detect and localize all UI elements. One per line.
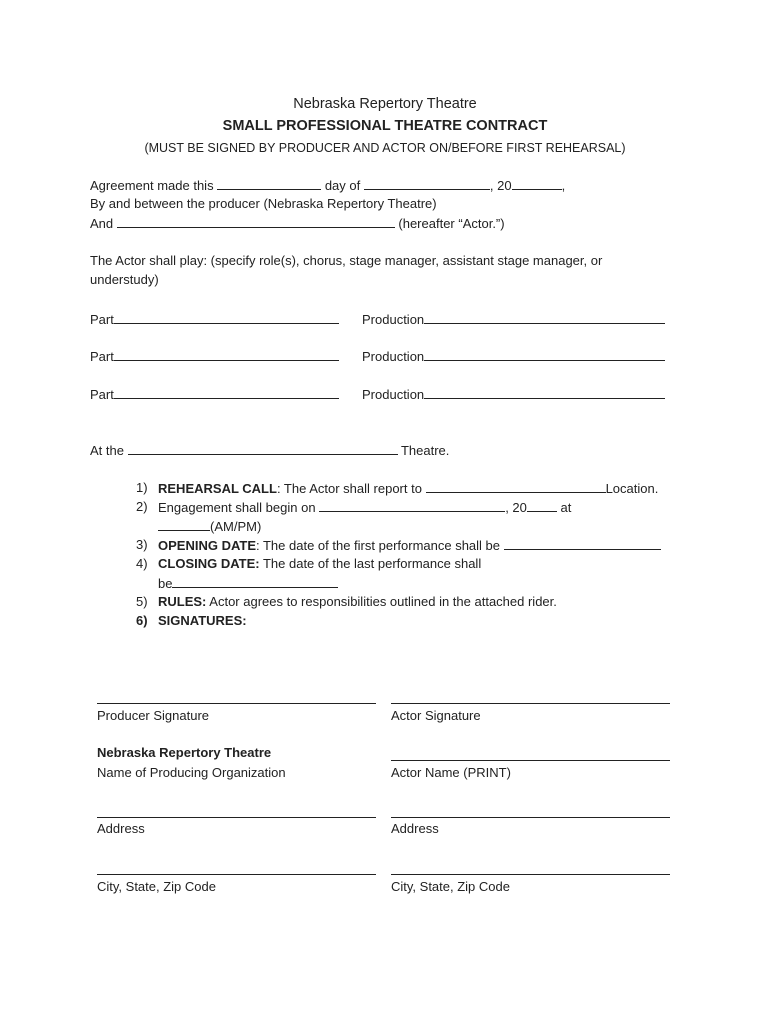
theatre-name-field[interactable] [128, 442, 398, 455]
production-field-1[interactable] [424, 311, 665, 324]
term-rehearsal [158, 480, 658, 497]
actor-name-label: Actor Name (PRINT) [391, 765, 511, 780]
list-number-6: 6) [136, 613, 148, 628]
and-label: And [90, 216, 114, 231]
actor-city-line[interactable] [391, 874, 670, 875]
part-label: Part [90, 387, 114, 402]
list-number-1: 1) [136, 480, 148, 495]
by-between-line: By and between the producer (Nebraska Repertory Theatre) [90, 196, 437, 211]
term-engagement [158, 499, 571, 516]
agreement-year-field[interactable] [512, 177, 562, 190]
agreement-line [90, 177, 565, 194]
rehearsal-heading: REHEARSAL CALL [158, 481, 277, 496]
engagement-year-field[interactable] [527, 499, 557, 512]
agreement-day-field[interactable] [217, 177, 321, 190]
rules-text: Actor agrees to responsibilities outlined in the attached rider. [206, 594, 557, 609]
actor-signature-label: Actor Signature [391, 708, 481, 723]
contract-title: SMALL PROFESSIONAL THEATRE CONTRACT [222, 118, 548, 134]
part-row-2 [90, 348, 339, 365]
actor-address-line[interactable] [391, 817, 670, 818]
signing-note: (MUST BE SIGNED BY PRODUCER AND ACTOR ON/BEFORE FIRST REHEARSAL) [144, 141, 626, 155]
producer-address-label: Address [97, 821, 145, 836]
list-number-5: 5) [136, 594, 148, 609]
term-opening [158, 537, 661, 554]
closing-be-label: be [158, 576, 173, 591]
production-field-2[interactable] [424, 348, 665, 361]
engagement-date-field[interactable] [319, 499, 505, 512]
year-prefix: 20 [497, 178, 512, 193]
engagement-time-field[interactable] [158, 518, 210, 531]
theatre-label: Theatre. [400, 443, 450, 458]
actor-city-label: City, State, Zip Code [391, 879, 510, 894]
term-engagement-time [158, 518, 261, 535]
rules-heading: RULES: [158, 594, 207, 609]
roles-intro-2: understudy) [90, 272, 159, 287]
production-label: Production [362, 387, 425, 402]
term-rules [158, 594, 557, 610]
rehearsal-text: : The Actor shall report to [276, 481, 422, 496]
at-the-label: At the [90, 443, 124, 458]
closing-date-field[interactable] [172, 575, 338, 588]
list-number-3: 3) [136, 537, 148, 552]
actor-signature-line[interactable] [391, 703, 670, 704]
part-field-2[interactable] [114, 348, 339, 361]
day-of-label: day of [324, 178, 361, 193]
comma-label-2: , [561, 178, 566, 193]
term-closing-field-line [158, 575, 338, 592]
producing-org-value: Nebraska Repertory Theatre [97, 745, 272, 760]
producer-city-label: City, State, Zip Code [97, 879, 216, 894]
part-row-3 [90, 386, 339, 403]
roles-intro-1: The Actor shall play: (specify role(s), chorus, stage manager, assistant stage manager, or [90, 253, 603, 268]
producer-city-line[interactable] [97, 874, 376, 875]
part-field-3[interactable] [114, 386, 339, 399]
actor-name-field[interactable] [117, 215, 395, 228]
producer-address-line[interactable] [97, 817, 376, 818]
opening-heading: OPENING DATE [158, 538, 256, 553]
actor-name-line[interactable] [391, 760, 670, 761]
production-row-2 [362, 348, 665, 365]
production-label: Production [362, 349, 425, 364]
producing-org-label: Name of Producing Organization [97, 765, 286, 780]
opening-text: : The date of the first performance shall be [256, 538, 501, 553]
hereafter-label: (hereafter “Actor.”) [398, 216, 505, 231]
closing-heading: CLOSING DATE: [158, 556, 260, 571]
producer-signature-line[interactable] [97, 703, 376, 704]
rehearsal-location-field[interactable] [426, 480, 606, 493]
agreement-month-field[interactable] [364, 177, 490, 190]
theatre-line [90, 442, 449, 459]
part-label: Part [90, 349, 114, 364]
production-label: Production [362, 312, 425, 327]
part-field-1[interactable] [114, 311, 339, 324]
actor-line [90, 215, 505, 232]
engagement-text: Engagement shall begin on [158, 500, 316, 515]
list-number-4: 4) [136, 556, 148, 571]
production-row-1 [362, 311, 665, 328]
engagement-at-label: at [560, 500, 572, 515]
actor-address-label: Address [391, 821, 439, 836]
rehearsal-location-label: Location. [605, 481, 659, 496]
ampm-label: (AM/PM) [210, 519, 262, 534]
part-label: Part [90, 312, 114, 327]
comma-label: , [489, 178, 494, 193]
list-number-2: 2) [136, 499, 148, 514]
opening-date-field[interactable] [504, 537, 661, 550]
producer-signature-label: Producer Signature [97, 708, 210, 723]
production-field-3[interactable] [424, 386, 665, 399]
signatures-heading: SIGNATURES: [158, 613, 247, 628]
term-closing [158, 556, 481, 572]
agreement-made-label: Agreement made this [90, 178, 214, 193]
part-row-1 [90, 311, 339, 328]
production-row-3 [362, 386, 665, 403]
closing-text: The date of the last performance shall [259, 556, 482, 571]
org-name: Nebraska Repertory Theatre [293, 96, 477, 112]
engagement-year-label: , 20 [505, 500, 527, 515]
